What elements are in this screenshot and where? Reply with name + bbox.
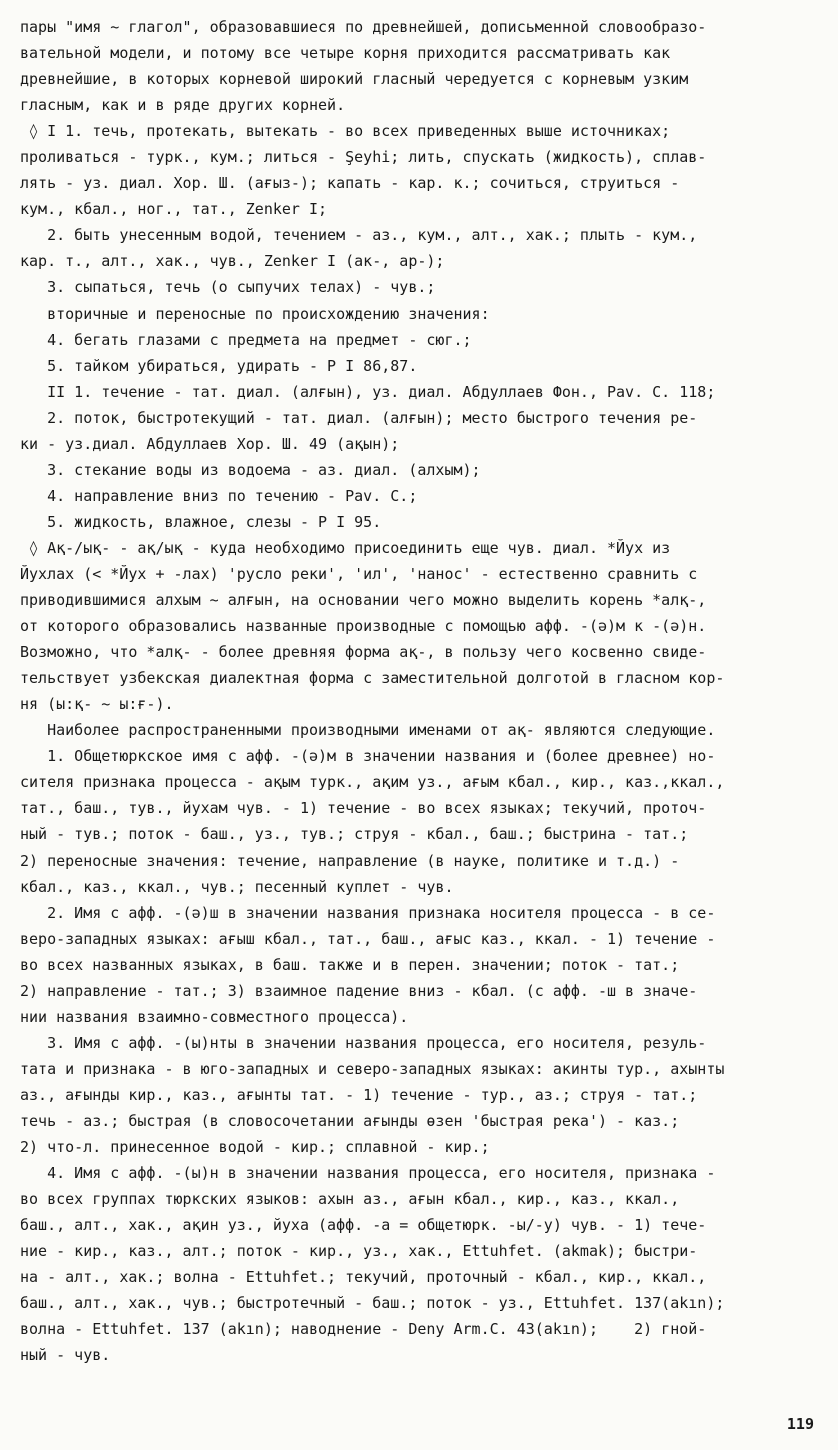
text-line: ◊ I 1. течь, протекать, вытекать - во всех приведенных выше источниках; xyxy=(20,122,671,141)
text-line: 3. Имя с афф. -(ы)нты в значении названия процесса, его носителя, резуль- xyxy=(20,1033,707,1052)
text-line: нии названия взаимно-совместного процесса). xyxy=(20,1007,409,1026)
text-line: вательной модели, и потому все четыре корня приходится рассматривать как xyxy=(20,44,671,63)
text-line: 2) направление - тат.; 3) взаимное падение вниз - кбал. (с афф. -ш в значе- xyxy=(20,981,698,1000)
text-line: 1. Общетюркское имя с афф. -(ә)м в значении названия и (более древнее) но- xyxy=(20,747,716,766)
text-line: 4. направление вниз по течению - Pav. C.; xyxy=(20,486,418,505)
text-line: кар. т., алт., хак., чув., Zenker I (ак-, ар-); xyxy=(20,252,445,271)
text-line: 5. тайком убираться, удирать - P I 86,87. xyxy=(20,356,418,375)
page-text xyxy=(20,14,828,1368)
text-line: 3. стекание воды из водоема - аз. диал. (алхым); xyxy=(20,460,481,479)
text-line: ние - кир., каз., алт.; поток - кир., уз., хак., Ettuhfet. (akmak); быстри- xyxy=(20,1242,698,1261)
text-line: 3. сыпаться, течь (о сыпучих телах) - чув.; xyxy=(20,278,436,297)
text-line: Наиболее распространенными производными именами от ақ- являются следующие. xyxy=(20,721,716,740)
text-line: тата и признака - в юго-западных и северо-западных языках: акинты тур., ахынты xyxy=(20,1059,725,1078)
text-line: во всех группах тюркских языков: ахын аз., ағын кбал., кир., каз., ккал., xyxy=(20,1190,680,1209)
text-line: от которого образовались названные производные с помощью афф. -(ә)м к -(ә)н. xyxy=(20,617,707,636)
text-line: кбал., каз., ккал., чув.; песенный куплет - чув. xyxy=(20,877,454,896)
text-line: вторичные и переносные по происхождению значения: xyxy=(20,304,490,323)
text-line: 2. Имя с афф. -(ә)ш в значении названия признака носителя процесса - в се- xyxy=(20,903,716,922)
text-line: 2. поток, быстротекущий - тат. диал. (алғын); место быстрого течения ре- xyxy=(20,408,698,427)
text-line: волна - Ettuhfet. 137 (akın); наводнение - Deny Arm.C. 43(akın); 2) гной- xyxy=(20,1320,707,1339)
text-line: 4. Имя с афф. -(ы)н в значении названия процесса, его носителя, признака - xyxy=(20,1164,716,1183)
text-line: 5. жидкость, влажное, слезы - P I 95. xyxy=(20,512,382,531)
text-line: ◊ Ақ-/ық- - ақ/ық - куда необходимо присоединить еще чув. диал. *Йух из xyxy=(20,538,671,557)
text-line: ки - уз.диал. Абдуллаев Хор. Ш. 49 (ақын); xyxy=(20,434,400,453)
page-number: 119 xyxy=(786,1415,814,1433)
text-line: веро-западных языках: ағыш кбал., тат., баш., ағыс каз., ккал. - 1) течение - xyxy=(20,929,716,948)
text-line: аз., ағынды кир., каз., ағынты тат. - 1) течение - тур., аз.; струя - тат.; xyxy=(20,1085,698,1104)
text-line: ный - чув. xyxy=(20,1346,111,1365)
text-line: Возможно, что *алқ- - более древняя форма ақ-, в пользу чего косвенно свиде- xyxy=(20,643,707,662)
text-line: кум., кбал., ног., тат., Zenker I; xyxy=(20,200,328,219)
text-line: баш., алт., хак., чув.; быстротечный - баш.; поток - уз., Ettuhfet. 137(akın); xyxy=(20,1294,725,1313)
text-line: древнейшие, в которых корневой широкий гласный чередуется с корневым узким xyxy=(20,70,689,89)
text-line: лять - уз. диал. Хор. Ш. (ағыз-); капать - кар. к.; сочиться, струиться - xyxy=(20,174,680,193)
text-line: 2. быть унесенным водой, течением - аз., кум., алт., хак.; плыть - кум., xyxy=(20,226,698,245)
text-line: на - алт., хак.; волна - Ettuhfet.; текучий, проточный - кбал., кир., ккал., xyxy=(20,1268,707,1287)
text-line: приводившимися алхым ~ алғын, на основании чего можно выделить корень *алқ-, xyxy=(20,591,707,610)
text-line: 4. бегать глазами с предмета на предмет - сюг.; xyxy=(20,330,472,349)
text-line: во всех названных языках, в баш. также и в перен. значении; поток - тат.; xyxy=(20,955,680,974)
text-line: 2) переносные значения: течение, направление (в науке, политике и т.д.) - xyxy=(20,851,680,870)
text-line: 2) что-л. принесенное водой - кир.; сплавной - кир.; xyxy=(20,1138,490,1157)
text-line: Йухлах (< *Йух + -лах) 'русло реки', 'ил', 'нанос' - естественно сравнить с xyxy=(20,564,698,583)
text-line: гласным, как и в ряде других корней. xyxy=(20,96,346,115)
text-line: течь - аз.; быстрая (в словосочетании ағынды өзен 'быстрая река') - каз.; xyxy=(20,1111,680,1130)
text-line: II 1. течение - тат. диал. (алғын), уз. диал. Абдуллаев Фон., Pav. C. 118; xyxy=(20,382,716,401)
text-line: проливаться - турк., кум.; литься - Şeyhi; лить, спускать (жидкость), сплав- xyxy=(20,148,707,167)
text-line: баш., алт., хак., ақин уз., йуха (афф. -а = общетюрк. -ы/-у) чув. - 1) тече- xyxy=(20,1216,707,1235)
text-line: ный - тув.; поток - баш., уз., тув.; струя - кбал., баш.; быстрина - тат.; xyxy=(20,825,689,844)
text-line: сителя признака процесса - ақым турк., ақим уз., ағым кбал., кир., каз.,ккал., xyxy=(20,773,725,792)
text-line: пары "имя ~ глагол", образовавшиеся по древнейшей, дописьменной словообразо- xyxy=(20,18,707,36)
text-line: ня (ы:қ- ~ ы:ғ-). xyxy=(20,695,174,714)
text-line: тельствует узбекская диалектная форма с заместительной долготой в гласном кор- xyxy=(20,669,725,688)
text-line: тат., баш., тув., йухам чув. - 1) течение - во всех языках; текучий, проточ- xyxy=(20,799,707,818)
